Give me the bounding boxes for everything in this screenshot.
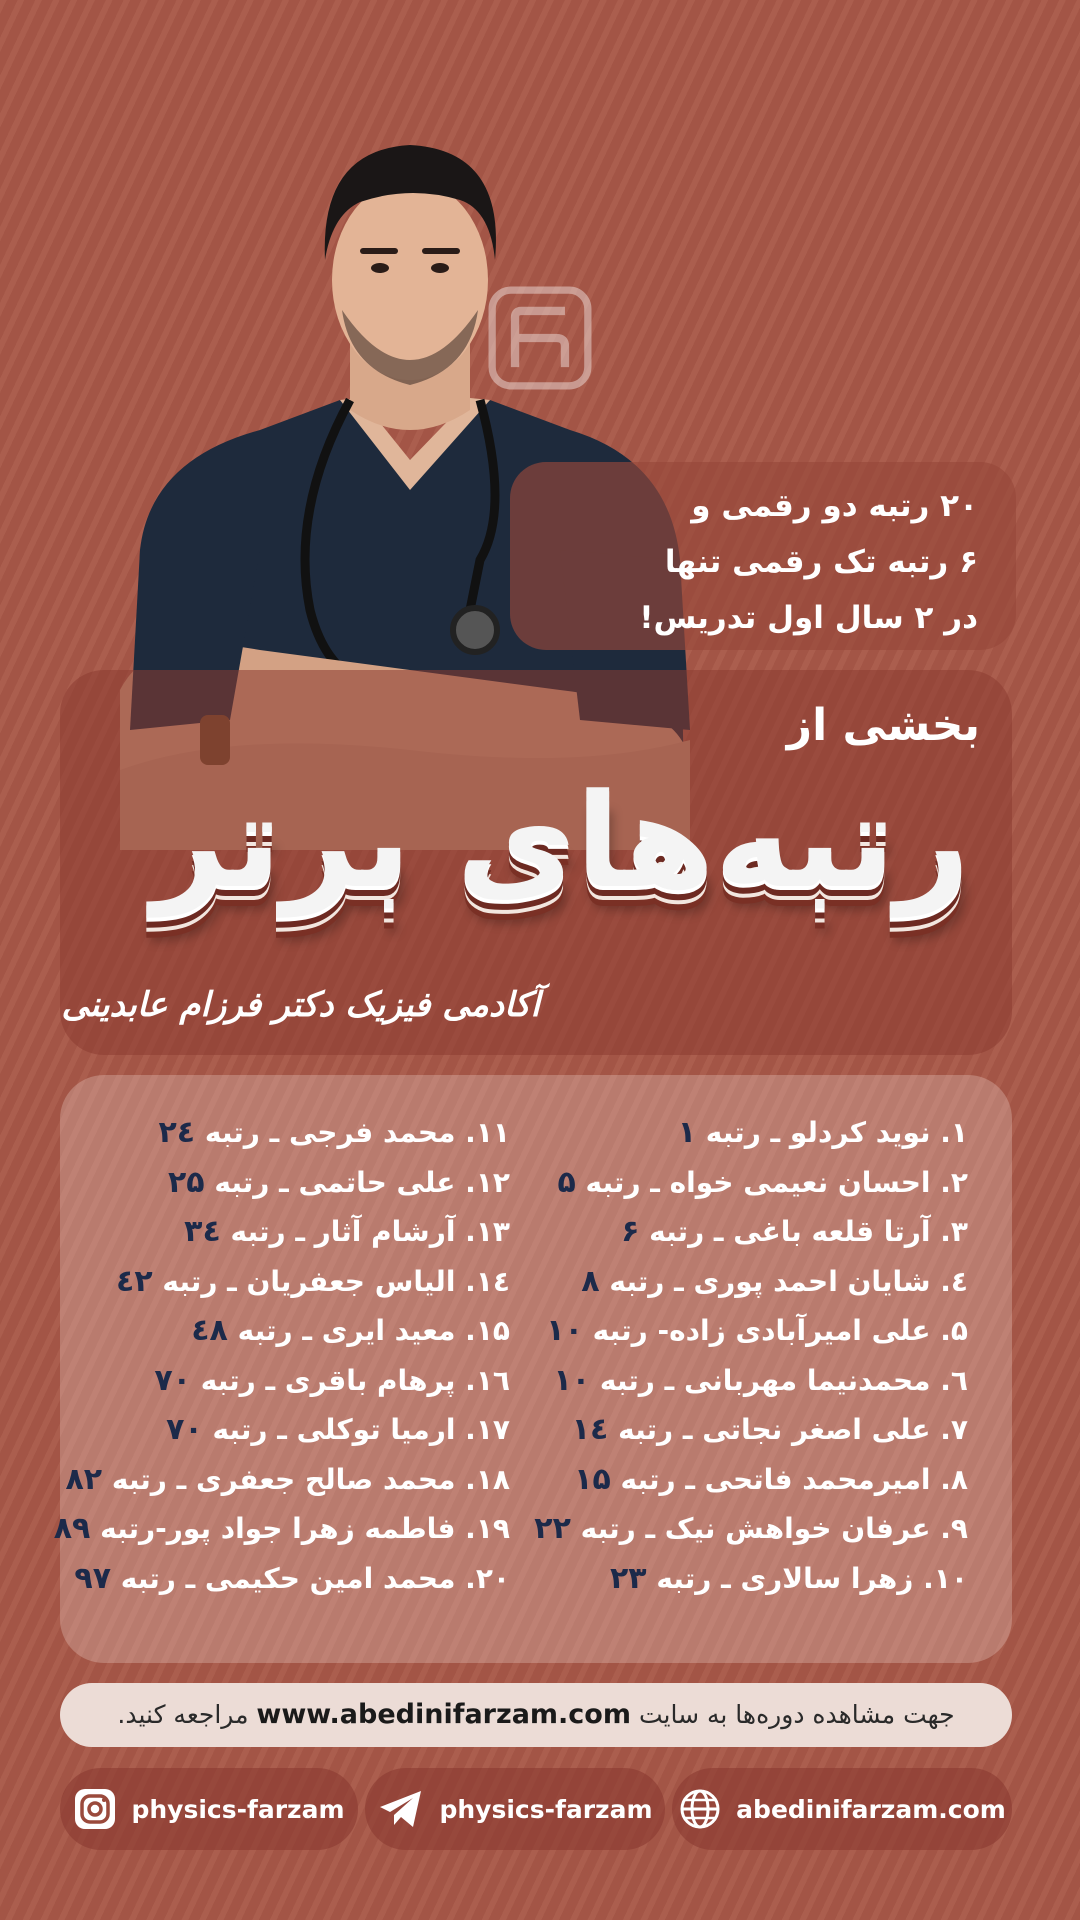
student-label: ۲. احسان نعیمی خواه ـ رتبه — [585, 1165, 968, 1199]
list-item — [80, 1158, 510, 1208]
page-title: رتبه‌های برتر — [151, 765, 970, 917]
list-item — [534, 1504, 968, 1554]
student-label: ۵. علی امیرآبادی زاده- رتبه — [592, 1314, 968, 1347]
student-label: ۹. عرفان خواهش نیک ـ رتبه — [580, 1512, 968, 1545]
student-label: ۱٤. الیاس جعفریان ـ رتبه — [162, 1264, 510, 1298]
list-item — [568, 1108, 968, 1158]
list-item — [74, 1554, 510, 1604]
list-item — [65, 1455, 510, 1505]
title-top: بخشی از — [786, 700, 980, 751]
rank-number: ۱ — [677, 1115, 697, 1150]
student-label: ۱۲. علی حاتمی ـ رتبه — [214, 1165, 510, 1199]
rank-number: ۱٤ — [571, 1412, 609, 1447]
globe-icon — [678, 1787, 722, 1831]
rank-number: ۱۰ — [553, 1362, 591, 1398]
rank-number: ٤۸ — [191, 1313, 228, 1348]
rank-number: ۱۵ — [574, 1461, 611, 1497]
title-subtitle: آکادمی فیزیک دکتر فرزام عابدینی — [61, 985, 540, 1025]
student-label: ۱۱. محمد فرجی ـ رتبه — [204, 1116, 510, 1149]
ranks-column-left — [53, 1108, 510, 1603]
rank-number: ۲٤ — [158, 1115, 196, 1150]
list-item — [80, 1257, 510, 1307]
instagram-link[interactable] — [60, 1768, 358, 1850]
stats-box — [510, 462, 1016, 650]
rank-number: ۹۷ — [74, 1560, 112, 1596]
stats-line: ۲۰ رتبه دو رقمی و — [691, 488, 978, 524]
student-label: ۲۰. محمد امین حکیمی ـ رتبه — [120, 1561, 510, 1595]
rank-number: ۷۰ — [166, 1412, 203, 1447]
telegram-icon — [377, 1787, 425, 1831]
telegram-label: physics-farzam — [439, 1794, 653, 1824]
student-label: ۱۵. معید ایری ـ رتبه — [237, 1314, 510, 1347]
list-item — [568, 1257, 968, 1307]
rank-number: ۸۹ — [53, 1511, 91, 1546]
student-label: ۱۸. محمد صالح جعفری ـ رتبه — [111, 1462, 510, 1496]
student-label: ٦. محمدنیما مهربانی ـ رتبه — [599, 1363, 968, 1397]
student-label: ۱٦. پرهام باقری ـ رتبه — [200, 1363, 510, 1397]
list-item — [80, 1405, 510, 1455]
instagram-icon — [73, 1787, 117, 1831]
rank-number: ۶ — [621, 1214, 640, 1249]
telegram-link[interactable] — [365, 1768, 665, 1850]
student-label: ٤. شایان احمد پوری ـ رتبه — [609, 1264, 968, 1298]
stats-line: در ۲ سال اول تدریس! — [639, 600, 978, 636]
website-note — [60, 1683, 1012, 1747]
list-item — [557, 1158, 968, 1208]
rank-number: ۱۰ — [546, 1313, 583, 1348]
list-item — [80, 1207, 510, 1257]
student-label: ۱۹. فاطمه زهرا جواد پور-رتبه — [100, 1512, 510, 1545]
student-label: ۳. آرتا قلعه باغی ـ رتبه — [649, 1215, 968, 1248]
student-label: ۱. نوید کردلو ـ رتبه — [705, 1116, 968, 1149]
student-label: ۷. علی اصغر نجاتی ـ رتبه — [618, 1413, 968, 1446]
rank-number: ۲۵ — [168, 1164, 205, 1200]
website-label: abedinifarzam.com — [736, 1794, 1006, 1824]
rank-number: ۵ — [557, 1164, 576, 1200]
student-label: ۸. امیرمحمد فاتحی ـ رتبه — [620, 1462, 968, 1496]
student-label: ۱۰. زهرا سالاری ـ رتبه — [656, 1561, 968, 1595]
list-item — [80, 1306, 510, 1356]
academy-logo-icon — [488, 286, 592, 390]
list-item — [80, 1356, 510, 1406]
student-label: ۱۳. آرشام آثار ـ رتبه — [230, 1215, 510, 1248]
rank-number: ۸۲ — [65, 1461, 103, 1497]
list-item — [568, 1455, 968, 1505]
rank-number: ۳٤ — [184, 1214, 221, 1249]
stats-line: ۶ رتبه تک رقمی تنها — [664, 544, 978, 580]
note-website-link[interactable]: www.abedinifarzam.com — [256, 1699, 631, 1730]
rank-number: ۲۳ — [609, 1560, 647, 1596]
list-item — [80, 1108, 510, 1158]
rank-number: ۲۲ — [534, 1511, 571, 1546]
student-label: ۱۷. ارمیا توکلی ـ رتبه — [212, 1413, 510, 1446]
note-text-after: مراجعه کنید. — [117, 1700, 249, 1729]
list-item — [553, 1356, 968, 1406]
rank-number: ۷۰ — [154, 1362, 191, 1398]
rank-number: ٤۲ — [116, 1263, 153, 1299]
ranks-column-right — [534, 1108, 968, 1603]
list-item — [568, 1207, 968, 1257]
list-item — [53, 1504, 510, 1554]
list-item — [546, 1306, 968, 1356]
instagram-label: physics-farzam — [131, 1794, 345, 1824]
note-text-before: جهت مشاهده دوره‌ها به سایت — [638, 1700, 955, 1729]
list-item — [568, 1405, 968, 1455]
website-link[interactable] — [672, 1768, 1012, 1850]
rank-number: ۸ — [581, 1263, 600, 1299]
list-item — [568, 1554, 968, 1604]
